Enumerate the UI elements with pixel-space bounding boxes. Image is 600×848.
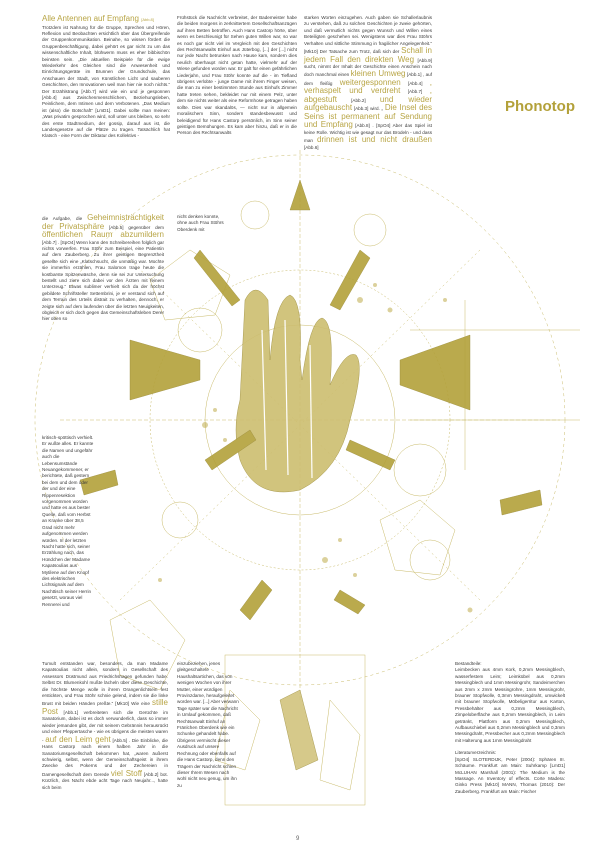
page-title: Phonotop xyxy=(505,98,575,115)
page-number: 9 xyxy=(296,836,300,842)
highlight-leim: auf den Leim geht xyxy=(45,734,111,744)
text-block-bottom-mid: einzubeziehen, jenes gleitgeschaltete Haushaltsartichen, das von wenigen Wochen von ihrer Mutter, einer würdigen Provinzdame, heraufgeleitet worden war. [...] Aber verwann Tage später war die Nachricht in Umlauf gekommen, daß Rechtsanwalt Einhuf an Fränlchen Oberdenk wie ein Schunke gehandelt habe. Übrigens vermischt dieser Ausdruck auf unsere Rechnung oder ebenfalls auf die Hans Castorp, denn den Trägern der Nachricht schien dieser Ihrem Wesen nach wohl nicht neu genug, um ihn zu xyxy=(177,661,239,788)
heading-geheimnis: Geheimnisträchtigkeit der Privatsphäre xyxy=(42,213,165,231)
text-block-bottom-right xyxy=(455,661,565,795)
body-top-mid: Frühstück die Nachricht verbreitet, der Bademeister habe die beiden morgens in zerknittertem Gesellschaftsanzügen auf ihren Betten betroffen. Auch Hans Castorp hörte, über wenn es beschleunigt für Sehen guten Willen war, so war es noch gar nicht viel im Vergleich mit den Geschichten des Rechtsanwalts Einhuf aus Jüterbog, [...] der [...] nicht nur jede Nacht betrunken nach Hause kam, sondern dies neulich überhaupt nicht getan hatte, vielmehr auf der Wiese gefunden worden war. Er galt für einen gefährlichen Liederjahn, und Frau Stöhr konnte auf die - im Tiefland übrigens verlobte - junge Dame mit ihrem Finger weisen, die man zu einer bestimmten Stunde aus Einhufs Zimmer hatte treten sehen, bekleidet nur mit einem Pelz, unter dem sie nichts weiter als eine Reformhose getragen haben sollte. Dies war skandalös, — nicht nur in allgemein moralischem Sinn, sondern standesbewusst und beleidigend für Hans Castorp persönlich, im Sinn seiner geistigen Bemühungen. Es kam aber hinzu, daß er in die Person des Rechtsanwalts xyxy=(177,15,297,136)
highlight-abgestuft: , abgestuft xyxy=(304,86,432,104)
text-block-narrow-left: kritisch-spöttisch verhielt. Er wußte alles. Er kannte die Namen und ungefähr auch die Lebensumstände Neuangekommener, er berichtete, daß gestern bei dem und dem oder der und der eine Rippenresektion vorgenommen worden und hatte es aus bester Quelle, daß vom Herbst an Kranke über 38,5 Grad nicht mehr aufgenommen werden würden. In der letzten Nacht hatte sich, seiner Erzählung nach, das Hündchen der Madame Kapatsoulias aus Mytilene auf den Knopf des elektrischen Lichtsignals auf dem Nachttisch seiner Herrin gesetzt, woraus viel Rennerei und xyxy=(42,435,94,607)
highlight-kleinen-umweg: kleinen Umweg xyxy=(350,69,406,79)
literature-title: Literaturverzeichnis: xyxy=(455,750,497,756)
text-block-top-mid xyxy=(177,15,297,137)
megaphone-right xyxy=(400,335,470,410)
text-block-mid-center: nicht denken konnte, ohne auch Frau Stöhrs Oberdenk mit xyxy=(177,214,224,232)
highlight-viel-stoff: viel Stoff xyxy=(110,768,143,778)
text-block-top-right: starken Worten einzugehen. Auch gaben sie Schallerlaubnis zu verstehen, daß zu solchen Geschichten je zweie gehörten, und daß vermutlich nichts gegen Wunsch und Willen eines Beteiligten geschehen sei. Wenigstens war dies Frau Stöhrs Verhalten und sittliche Stimmung in fragilicher Angelegenheit.“ [Mk10] Der Tatsache zum Trotz, daß sich der Schall in jedem Fall den direkten Weg [Abb.9] sucht, nimmt der Inhalt der Geschichte einen Anschein nach doch manchmal einen kleinen Umweg [Abb.1] , auf dem fleißig weitergesponnen [Abb.4] , verhaspelt und verdreht [Abb.7] , abgestuft [Abb.2] und wieder aufgebauscht [Abb.3] wird. „ Die Insel des Seins ist permanent auf Sendung und Empfang [Abb.8] . [SpO4] Aber das Spiel ist keine Rolle. Wichtig ist wie gesagt nur das Brodeln - und dass man drinnen ist und nicht draußen [Abb.6] xyxy=(304,15,433,150)
highlight-weitergesponnen: weitergesponnen xyxy=(339,77,401,87)
highlight-aufgebauscht: und wieder aufgebauscht xyxy=(304,94,432,113)
hand-shape xyxy=(236,290,359,492)
heading-oeffentlich: öffentlichen Raum abzumildern xyxy=(42,230,164,239)
highlight-schall: Schall in jedem Fall den direkten Weg xyxy=(304,46,432,64)
megaphone-left xyxy=(130,340,200,400)
highlight-verhaspelt: , verhaspelt und verdreht xyxy=(304,77,432,96)
text-block-top-left xyxy=(42,15,170,140)
materials-list: Leimbecken aus 4mm Kork, 0,2mm Messingblech, wasserfestem Leim; Leimkübel aus 0,2mm Messingblech und 1mm Messingrohr, Sandeimerchen aus 2mm x 2mm Messingrohre, 1mm Messingrohr, brauner Stopfwolle, 0,3mm Messingdraht, umwickelt mit brauner Stopfwolle, Möbeligerritur aus Karton, Pressbehälter aus 0,2mm Messingblech, Zimpeloberfläche aus 0,2mm Messingblech, in Leim getränkt, Plattform aus 0,2mm Messingblech, Aufbauschiebel aus 0,2mm Messingblech und 0,3mm Messingdraht, Pressbecher aus 0,2mm Messingblech mit Halterung aus 1mm Messingdraht xyxy=(455,667,565,743)
text-block-bottom-left: Tumult entstanden war, besonders, da man Madame Kapatsoulias nicht allein, sondern in Gesellschaft des Assessors Düstmund aus Friedrichshagen gefunden habe. Selbst Dr. Blumenkohl mußte lächeln über diese Geschichte, die höchste Menge wolle in ihrem Orangenlichtsein fest erstickten, und Frau Stöhr schnie gelend, indem sie die linke Brust mit beiden Händen preßte.“ [Mk10] Wie eine stille Post [Abb.1] verbreiteten sich die Gerüchte im Sanatorium, dabei ist es doch verwunderlich, dass so immer wieder jemanden gibt, der mit seinem Gebrännis herausrückt und einer Pfeppertasche - wie es übrigens die meisten waren - auf den Leim geht [Abb.5] . Die Einblicke, die Hans Castorp nach einem halben Jahr in die Sanatoriumsgesellschaft bekommen hat, „waren äußerst schwierig, selbst, wenn der Gemeinschaftsgeist in ihrem Zwecke des Pokerns und der Zechereien in Damengesellschaft dem Gerede viel Stoff [Abb.2] bot. Kürzlich, des Nächt ebde acht Tage nach Neujahr..., hatte sich beim xyxy=(42,661,169,790)
highlight-drinnen: drinnen ist und nicht draußen xyxy=(317,135,432,145)
heading-alle-antennen: Alle Antennen auf Empfang [Abb.8] xyxy=(42,14,154,23)
materials-title: Bestandteile: xyxy=(455,661,482,666)
body-top-left: Trotzdem ist Nahrung für die Gruppe, Sprechen und Hören, Reflexion und Beobachten ersichtlich über das Übergreifende der Gruppenkommunikation. Beinahe, so wissen fördert die Gruppenbeschäftigung, dabei gehört es gar nicht zu um das wissenschaftliche Inhalt, blühwerm muss es eher bibbischön beinsten sein. „Die aktuellen Beispiele für die ewige Wiederkehr des Gleichen sind die Anwesenheit und Einrichtungsgeräte im Brunnen der Grundschule, das Anschauen der Stadt, von Künstlichen Licht und sauberen Geschichten, den Innovationen weil man hier nie noch nichts.“ Der Erzählstrang [Abb.7] wird wie ein und je gesponnen [Abb.4] aus Zwischenmenschlichem, Beziehungsleben, Peinlichem, dem Intimen und dem Verbotenen. „Das Medium ist (also) die Botschaft“ [LmD1]. Dabei sollte man meinen: „Was privatim gesprochen wird, soll unter uns bleiben, so sehr des erste Stadtmedium, der gossip, darauf aus ist, die Landesgesetze auf die Plätze zu tragen. Tatsächlich hat Klatsch - eine Form der Diktatur des Kollektivs - xyxy=(42,24,170,139)
highlight-stille-post: stille Post xyxy=(42,698,168,716)
literature-list: [SpO4] SLOTERDIJK, Peter (2004): Sphären III. Schäume. Frankfurt am Main: Suhrkamp [LmD1] McLUHAN Marshall (2001): The Medium is the Massage. An Inventory of effects. Corte Madera: Ginko Press [Mk10] MANN, Thomas (2010): Der Zauberberg. Frankfurt am Main: Fischer xyxy=(455,756,565,794)
text-block-mid-left: die Aufgabe, die Geheimnisträchtigkeit der Privatsphäre [Abb.5] gegenüber dem öffentlichen Raum abzumildern [Abb.7] . [SpO4] Wenn kann den Schreibereihen folglich gar nichts vorwerfen. Frau Stöhr zum Beispiel, eine Patientin auf dem Zauberberg. Zu ihrer geistigen Begrenztheit gesellte sich eine „Klatschsucht, die unmäßig war. Mochte sie immerhin erzählen, Frau Salomon trage heute die kostbarste Spitzenwäsche, denn sie sei zur Untersuchung bestellt und ziere sich dabei vor den Ärzten mit feinem Unterzeug.“ Etwas sublimer verhielt sich da der höchst gebildete Schriftsteller Settembrini, je er verstand sich auf dem Terrain des Urteils distrait zu verhalten, dennoch, er zeigte sich auf dem laufenden über die letzten Neuigkeiten, obgleich er sich doch gegen das Gemeinschaftsleben Derer hier oben so xyxy=(42,213,165,322)
highlight-insel-des-seins: Die Insel des Seins ist permanent auf Sendung und Empfang xyxy=(304,103,433,130)
